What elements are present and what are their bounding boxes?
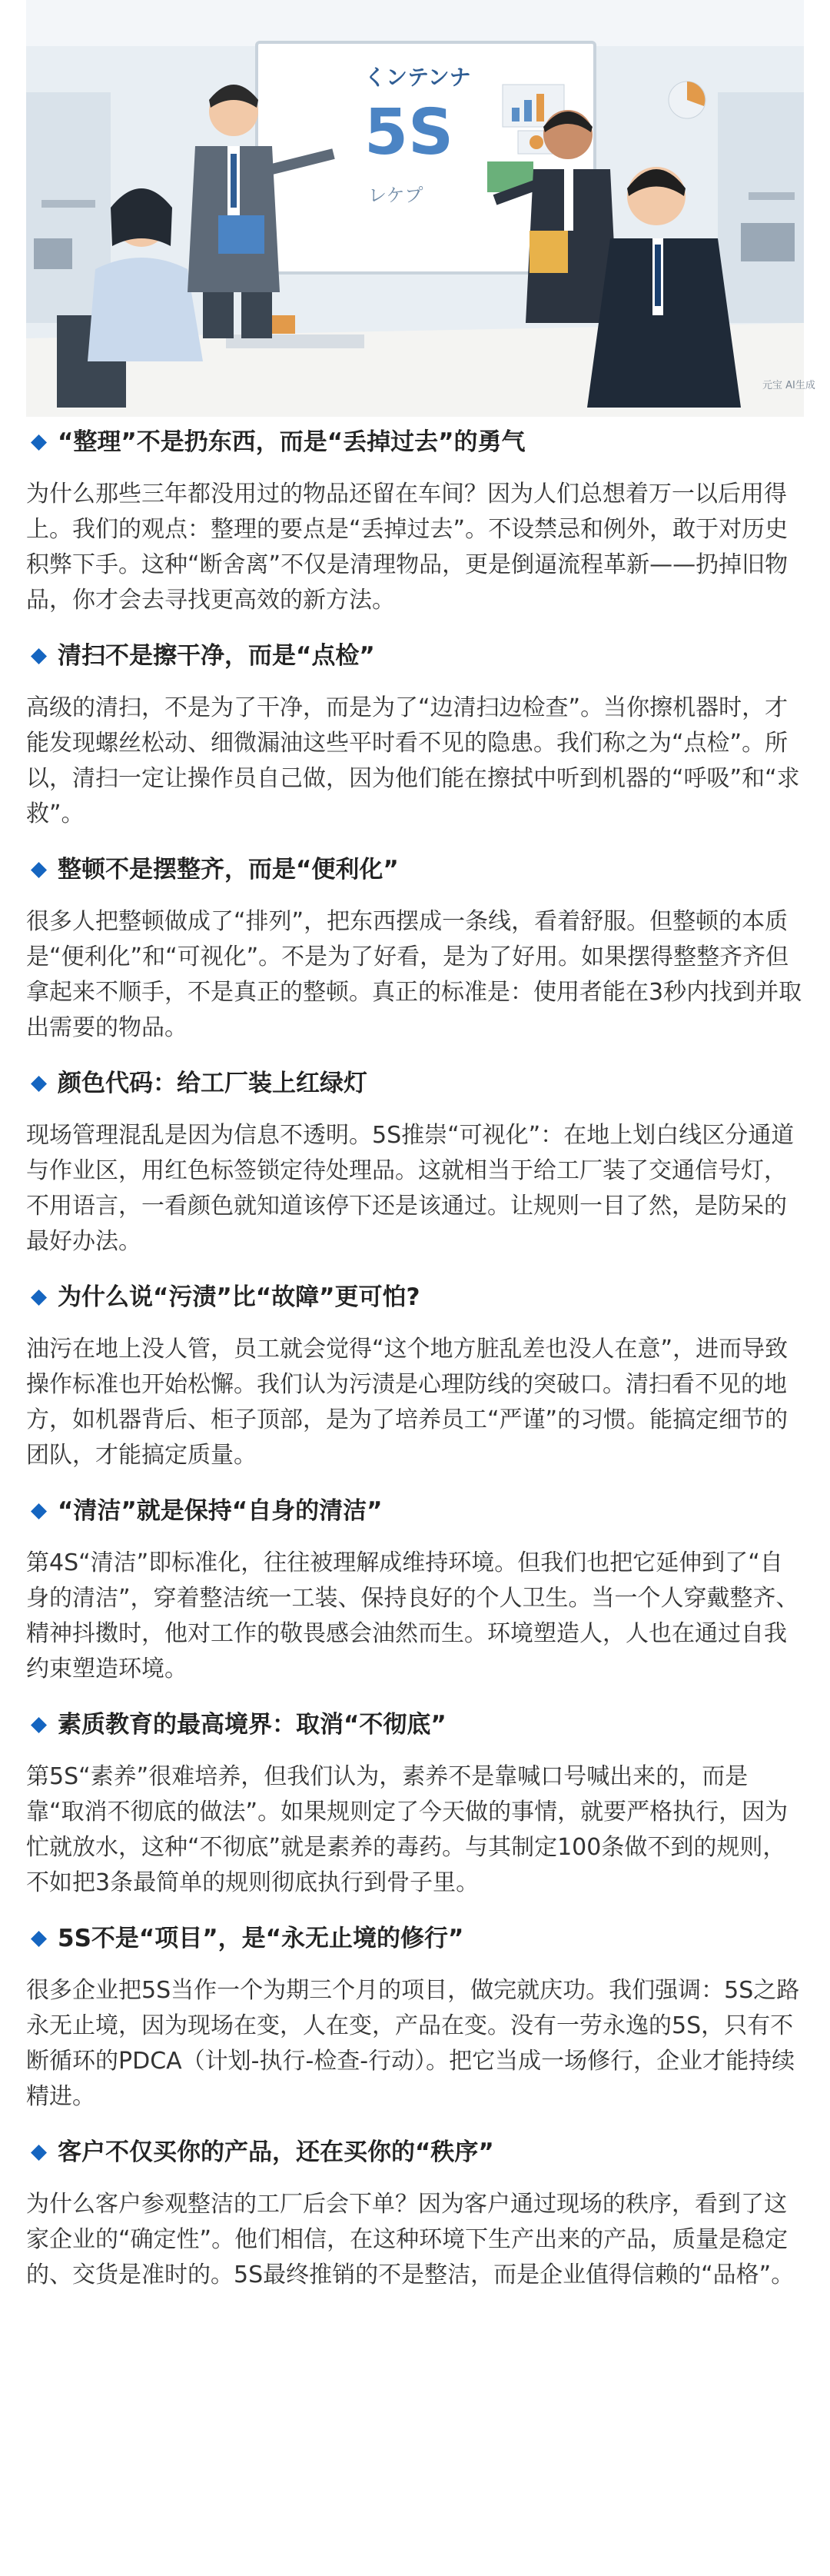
section-heading [26, 424, 804, 460]
section-body: 为什么客户参观整洁的工厂后会下单？因为客户通过现场的秩序，看到了这家企业的“确定性”。他们相信，在这种环境下生产出来的产品，质量是稳定的、交货是准时的。5S最终推销的不是整洁，而是企业值得信赖的“品格”。 [26, 2191, 795, 2288]
section-heading-text: 整顿不是摆整齐，而是“便利化” [58, 856, 399, 884]
section-heading [26, 1707, 804, 1742]
diamond-icon [31, 434, 47, 451]
section-heading-text: 颜色代码：给工厂装上红绿灯 [58, 1070, 367, 1097]
diamond-icon [31, 2145, 47, 2161]
diamond-icon [31, 1931, 47, 1947]
section-heading [26, 2135, 804, 2170]
section-heading-text: 清扫不是擦干净，而是“点检” [58, 642, 375, 670]
section-1 [26, 424, 804, 618]
section-3 [26, 852, 804, 1046]
article-body [26, 424, 804, 2313]
section-heading [26, 852, 804, 887]
section-heading-text: 客户不仅买你的产品，还在买你的“秩序” [58, 2138, 494, 2166]
watermark: 元宝 AI生成 [762, 380, 815, 391]
section-body: 现场管理混乱是因为信息不透明。5S推崇“可视化”：在地上划白线区分通道与作业区，用红色标签锁定待处理品。这就相当于给工厂装了交通信号灯，不用语言，一看颜色就知道该停下还是该通过。让规则一目了然，是防呆的最好办法。 [26, 1122, 795, 1255]
section-6 [26, 1493, 804, 1687]
diamond-icon [31, 1717, 47, 1733]
diamond-icon [31, 1290, 47, 1306]
section-body: 高级的清扫，不是为了干净，而是为了“边清扫边检查”。当你擦机器时，才能发现螺丝松动、细微漏油这些平时看不见的隐患。我们称之为“点检”。所以，清扫一定让操作员自己做，因为他们能在擦拭中听到机器的“呼吸”和“求救”。 [26, 694, 800, 827]
hero-illustration [26, 0, 815, 417]
section-5 [26, 1280, 804, 1473]
section-heading-text: 5S不是“项目”，是“永无止境的修行” [58, 1925, 464, 1952]
section-2 [26, 638, 804, 832]
section-body: 很多人把整顿做成了“排列”，把东西摆成一条线，看着舒服。但整顿的本质是“便利化”和“可视化”。不是为了好看，是为了好用。如果摆得整整齐齐但拿起来不顺手，不是真正的整顿。真正的标准是：使用者能在3秒内找到并取出需要的物品。 [26, 908, 802, 1041]
section-heading [26, 1921, 804, 1956]
section-heading [26, 1066, 804, 1101]
section-heading-text: 素质教育的最高境界：取消“不彻底” [58, 1711, 447, 1739]
section-heading [26, 1280, 804, 1315]
diamond-icon [31, 1076, 47, 1092]
section-4 [26, 1066, 804, 1260]
diamond-icon [31, 862, 47, 878]
board-subtitle: レケプ [368, 185, 423, 206]
section-7 [26, 1707, 804, 1901]
section-heading [26, 1493, 804, 1529]
section-body: 很多企业把5S当作一个为期三个月的项目，做完就庆功。我们强调：5S之路永无止境，因为现场在变，人在变，产品在变。没有一劳永逸的5S，只有不断循环的PDCA（计划-执行-检查-行动）。把它当成一场修行，企业才能持续精进。 [26, 1977, 800, 2110]
section-9 [26, 2135, 804, 2293]
section-8 [26, 1921, 804, 2115]
board-tag: くンテンナ [364, 65, 471, 90]
section-body: 为什么那些三年都没用过的物品还留在车间？因为人们总想着万一以后用得上。我们的观点：整理的要点是“丢掉过去”。不设禁忌和例外，敢于对历史积弊下手。这种“断舍离”不仅是清理物品，更是倒逼流程革新——扔掉旧物品，你才会去寻找更高效的新方法。 [26, 481, 788, 614]
section-body: 油污在地上没人管，员工就会觉得“这个地方脏乱差也没人在意”，进而导致操作标准也开始松懈。我们认为污渍是心理防线的突破口。清扫看不见的地方，如机器背后、柜子顶部，是为了培养员工“严谨”的习惯。能搞定细节的团队，才能搞定质量。 [26, 1336, 788, 1469]
section-body: 第4S“清洁”即标准化，往往被理解成维持环境。但我们也把它延伸到了“自身的清洁”，穿着整洁统一工装、保持良好的个人卫生。当一个人穿戴整齐、精神抖擞时，他对工作的敬畏感会油然而生。环境塑造人，人也在通过自我约束塑造环境。 [26, 1549, 799, 1682]
board-title: 5S [364, 96, 454, 169]
section-heading-text: “清洁”就是保持“自身的清洁” [58, 1497, 383, 1525]
section-heading-text: “整理”不是扔东西，而是“丢掉过去”的勇气 [58, 428, 526, 456]
section-heading-text: 为什么说“污渍”比“故障”更可怕? [58, 1283, 420, 1311]
diamond-icon [31, 648, 47, 664]
section-heading [26, 638, 804, 674]
section-body: 第5S“素养”很难培养，但我们认为，素养不是靠喊口号喊出来的，而是靠“取消不彻底的做法”。如果规则定了今天做的事情，就要严格执行，因为忙就放水，这种“不彻底”就是素养的毒药。与其制定100条做不到的规则，不如把3条最简单的规则彻底执行到骨子里。 [26, 1763, 788, 1896]
diamond-icon [31, 1503, 47, 1519]
